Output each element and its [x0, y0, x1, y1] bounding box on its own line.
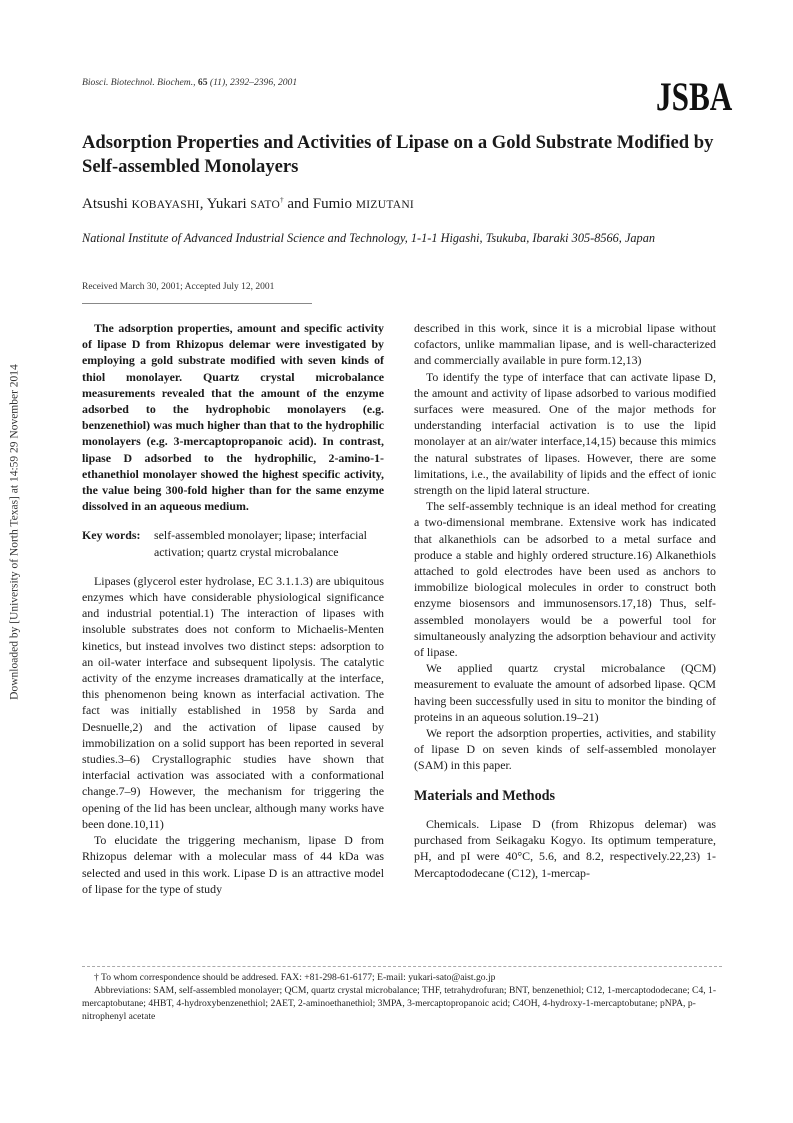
received-dates: Received March 30, 2001; Accepted July 12, 2001	[82, 282, 275, 292]
left-column	[82, 320, 384, 897]
body-paragraph: We applied quartz crystal microbalance (QCM) measurement to evaluate the amount of adsorbed lipase. QCM having been successfully used in situ to monitor the binding of proteins in an aqueous solution.19–21)	[414, 661, 716, 724]
right-column	[414, 320, 716, 881]
download-watermark: Downloaded by [University of North Texas] at 14:59 29 November 2014	[8, 364, 21, 700]
section-heading: Materials and Methods	[414, 787, 556, 804]
journal-volume: 65	[197, 77, 208, 88]
author-surname: SATO	[250, 199, 281, 211]
jsba-logo	[656, 76, 742, 116]
journal-issue-pages: (11), 2392–2396, 2001	[209, 77, 298, 88]
svg-text:JSBA: JSBA	[656, 76, 733, 116]
corresponding-mark: †	[280, 196, 284, 204]
body-paragraph: described in this work, since it is a microbial lipase without cofactors, unlike mammalian lipase, and is well-characterized and commercially available in pure form.12,13)	[414, 321, 716, 368]
journal-citation	[82, 77, 297, 88]
body-paragraph: Lipases (glycerol ester hydrolase, EC 3.1.1.3) are ubiquitous enzymes which have considerable physiological significance and industrial potential.1) The interaction of lipases with insoluble substrates does not conform to Michaelis-Menten kinetics, but instead involves two distinct steps: adsorption to an oil-water interface and subsequent lipolysis. The catalytic activity of the enzyme increases dramatically at the interface, this phenomenon being known as interfacial activation. The fact was initially established in 1958 by Sarda and Desnuelle,2) and the activation of lipase caused by immobilization on a solid support has been reported in several studies.3–6) Crystallographic studies have shown that interfacial activation was associated with a conformational change.7–9) However, the mechanism for triggering the opening of the lid has been unclear, although many works have been done.10,11)	[82, 573, 384, 831]
affiliation: National Institute of Advanced Industrial Science and Technology, 1-1-1 Higashi, Tsukuba, Ibaraki 305-8566, Japan	[82, 231, 656, 245]
header-rule	[82, 303, 312, 304]
body-paragraph: We report the adsorption properties, activities, and stability of lipase D on seven kinds of self-assembled monolayer (SAM) in this paper.	[414, 726, 716, 773]
methods-paragraph: Chemicals. Lipase D (from Rhizopus delemar) was purchased from Seikagaku Kogyo. Its optimum temperature, pH, and pI were 40°C, 5.6, and 8.2, respectively.22,23) 1-Mercaptododecane (C12), 1-mercap-	[414, 816, 716, 880]
body-paragraph: The self-assembly technique is an ideal method for creating a two-dimensional membrane. Extensive work has indicated that alkanethiols can be adsorbed to a metal surface and produce a stable and highly ordered structure.16) Alkanethiols attached to gold electrodes have been used as anchors to immobilize biological molecules in order to construct both enzyme biosensors and immunosensors.17,18) Thus, self-assembled monolayers would be a powerful tool for simultaneously analyzing the adsorption behaviour and activity of lipase.	[414, 499, 716, 660]
keywords: Key words: self-assembled monolayer; lipase; interfacial activation; quartz crystal microbalance	[82, 528, 367, 559]
author-surname: MIZUTANI	[355, 199, 415, 211]
body-paragraph: To elucidate the triggering mechanism, lipase D from Rhizopus delemar with a molecular mass of 44 kDa was selected and used in this work. Lipase D is an attractive model of lipase for the type of study	[82, 833, 384, 896]
article-title: Adsorption Properties and Activities of Lipase on a Gold Substrate Modified by Self-assembled Monolayers	[82, 132, 714, 177]
body-paragraph: To identify the type of interface that can activate lipase D, the amount and activity of lipase adsorbed to various modified surfaces were measured. One of the major methods for understanding interfacial activation is to use the lipid monolayer at an air/water interface,14,15) because this mimics the natural substrates of lipases. However, there are some limitations, i.e., the availability of lipids and the effect of ionic strength on the lipid lateral structure.	[414, 369, 716, 498]
footnote-correspondence: † To whom correspondence should be addresed. FAX: +81-298-61-6177; E-mail: yukari-sato@aist.go.jp	[94, 972, 496, 983]
footnote-abbreviations: Abbreviations: SAM, self-assembled monolayer; QCM, quartz crystal microbalance; THF, tetrahydrofuran; BNT, benzenethiol; C12, 1-mercaptododecane; C4, 1-mercaptobutane; 4HBT, 4-hydroxybenzenethiol; 2AET, 2-aminoethanethiol; 3MPA, 3-mercaptopropanoic acid; C4OH, 4-hydroxy-1-mercaptobutane; pNPA, p-nitrophenyl acetate	[82, 985, 717, 1022]
author-surname: KOBAYASHI	[131, 199, 200, 211]
journal-name: Biosci. Biotechnol. Biochem.,	[82, 77, 196, 88]
author-list: Atsushi KOBAYASHI, Yukari SATO† and Fumio MIZUTANI	[82, 196, 415, 212]
footnote-rule	[82, 966, 722, 967]
abstract: The adsorption properties, amount and specific activity of lipase D from Rhizopus delemar were investigated by employing a gold substrate modified with seven kinds of thiol monolayer. Quartz crystal microbalance measurements revealed that the amount of the enzyme adsorbed to the hydrophobic monolayers (e.g. benzenethiol) was much higher than that to the hydrophilic monolayers (e.g. 3-mercaptopropanoic acid). In contrast, lipase D adsorbed to the hydrophilic, 2-amino-1-ethanethiol monolayer showed the highest specific activity, the value being 300-fold higher than for the same enzyme dissolved in an aqueous medium.	[82, 321, 384, 514]
footnotes	[82, 971, 722, 1023]
